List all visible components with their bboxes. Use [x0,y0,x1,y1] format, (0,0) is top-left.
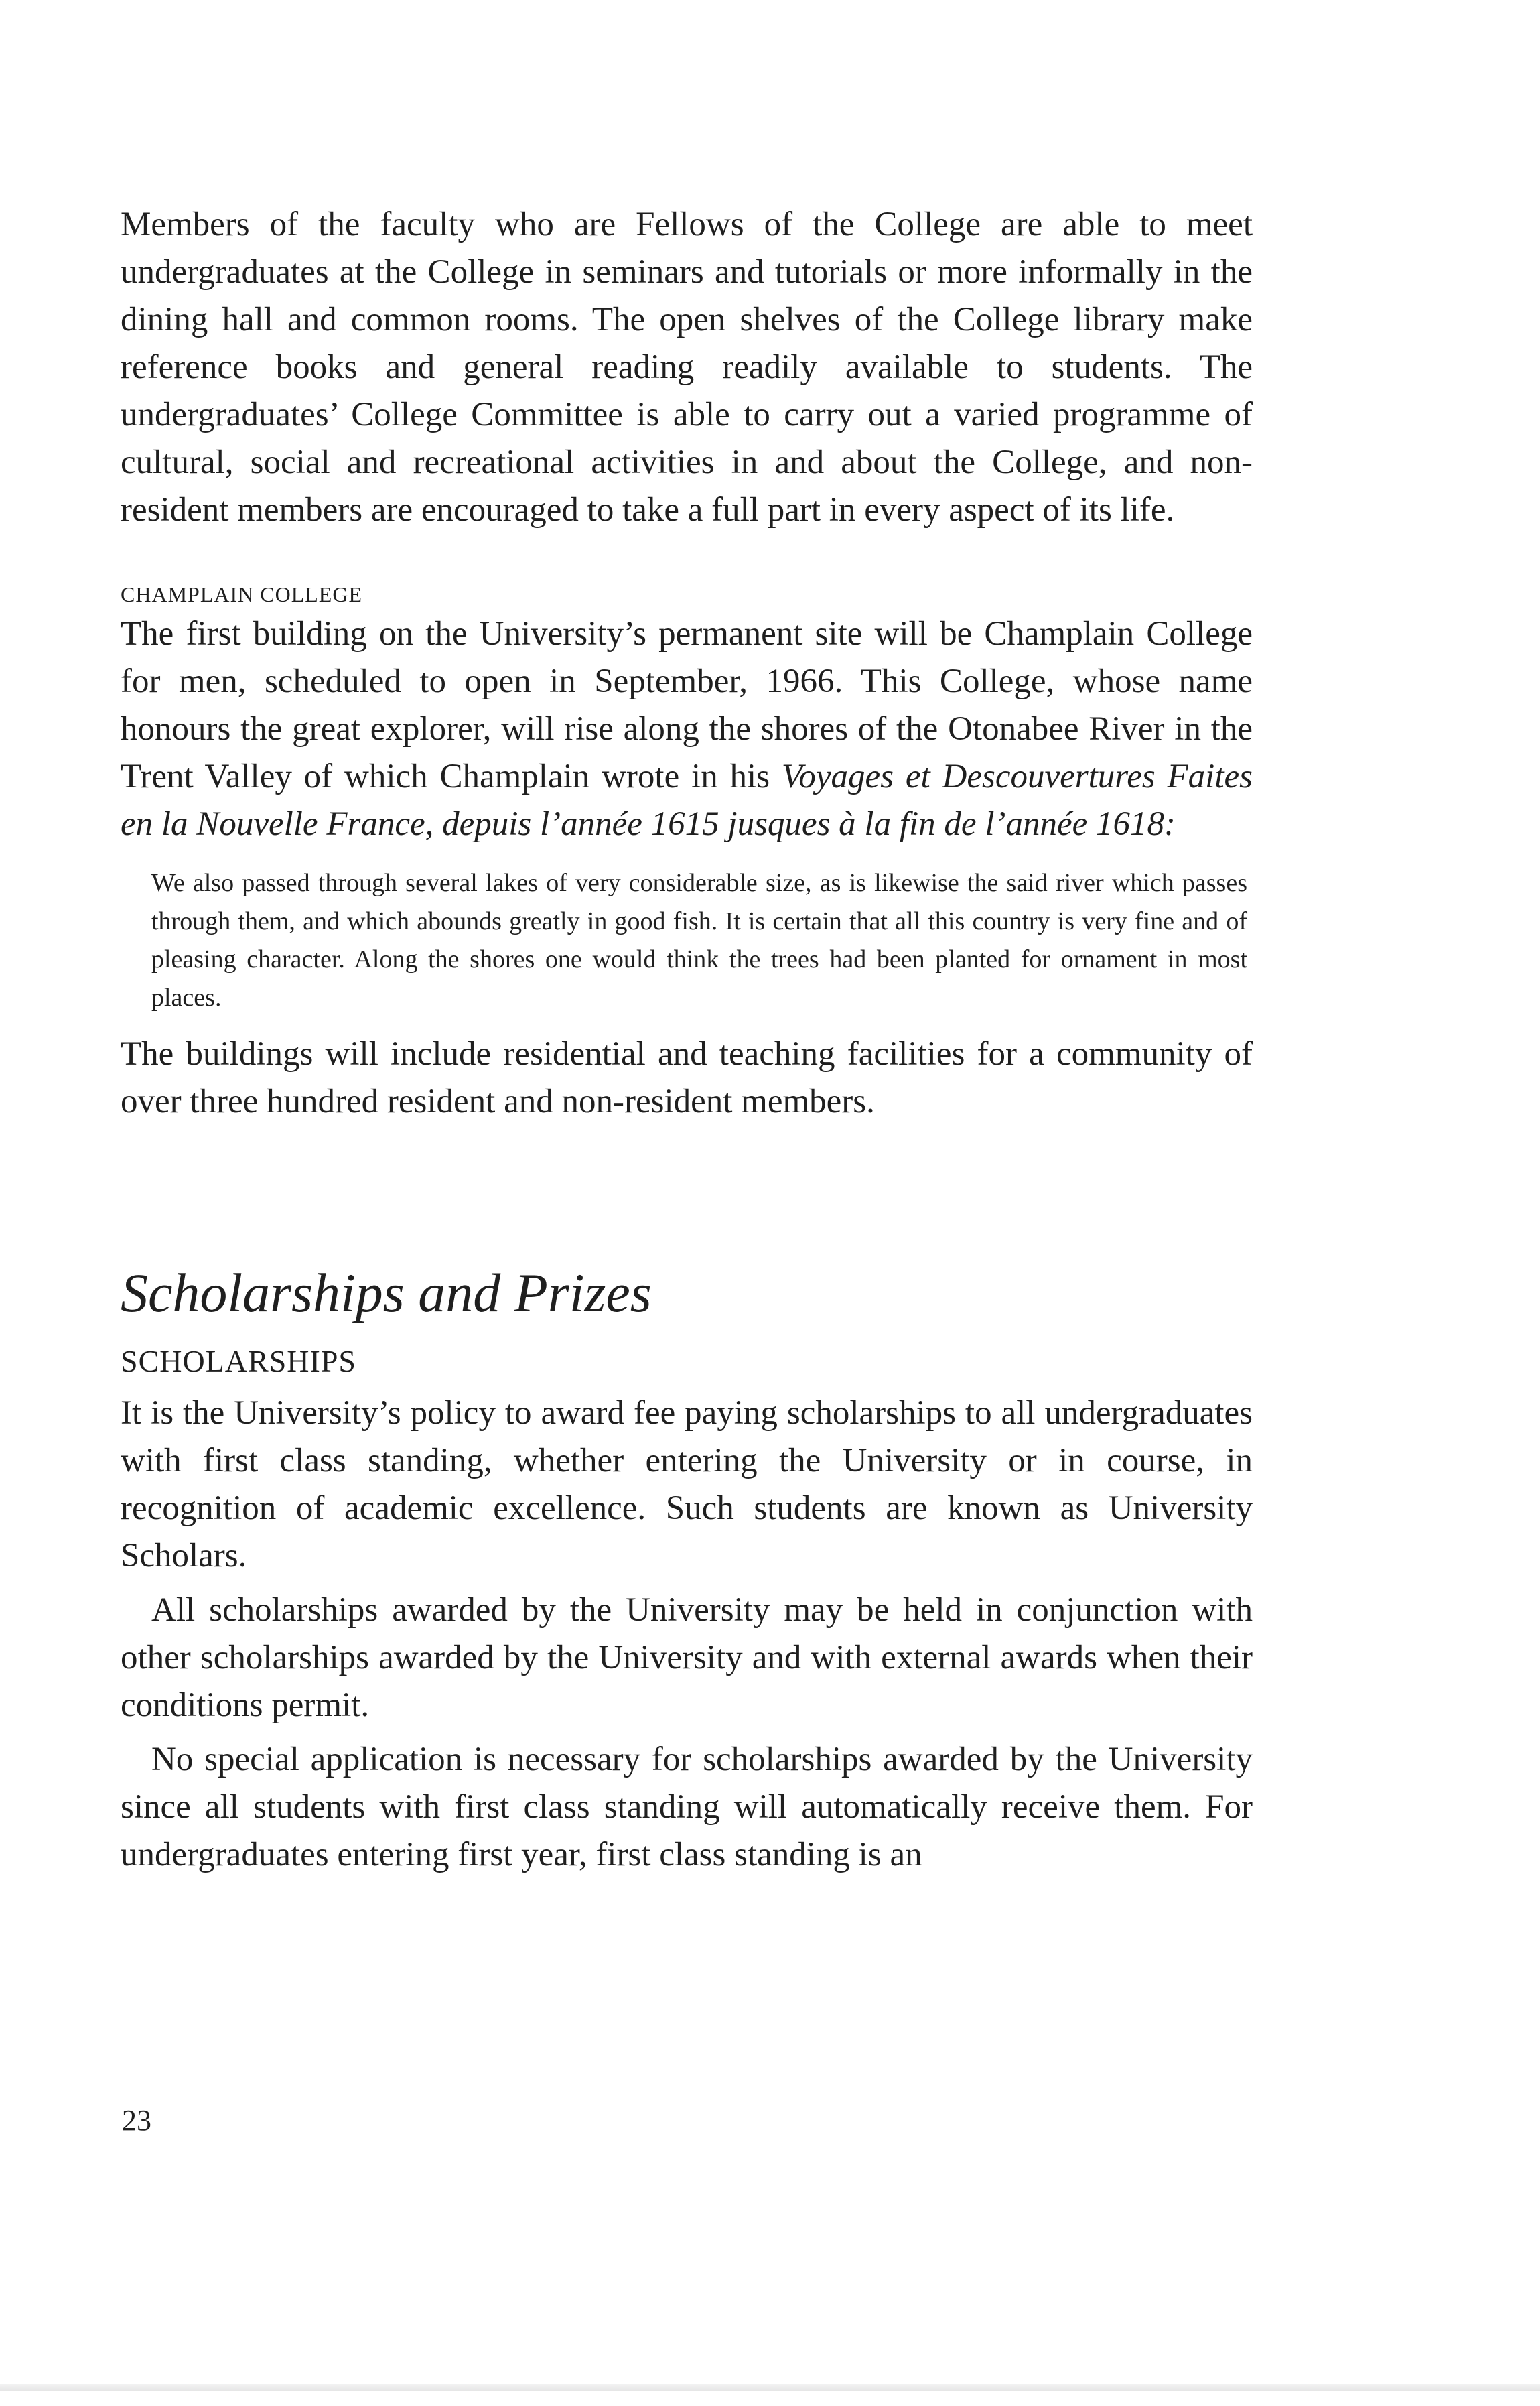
champlain-quote: We also passed through several lakes of very considerable size, as is likewise the said river which passes through them, and which abounds greatly in good fish. It is certain that all this country is very fine and of pleasing character. Along the shores one would think the trees had been planted for ornament in most places. [151,869,1247,1012]
page-content [121,201,1253,1879]
spacer [121,848,1253,864]
spacer [121,1382,1253,1390]
champlain-closing-paragraph: The buildings will include residential and teaching facilities for a community of over three hundred resident and non-resident members. [121,1035,1253,1120]
section-title: Scholarships and Prizes [121,1262,652,1323]
champlain-college-heading: CHAMPLAIN COLLEGE [121,582,362,606]
scholarships-subheading: SCHOLARSHIPS [121,1344,356,1378]
spacer [121,1327,1253,1341]
champlain-paragraph-text: The first building on the University’s permanent site will be Champlain College for men, scheduled to open in September, 1966. This College, whose name honours the great explorer, will rise along the shores of the Otonabee River in the Trent Valley of which Champlain wrote in his [121,615,1253,795]
intro-paragraph: Members of the faculty who are Fellows of the College are able to meet undergraduates at the College in seminars and tutorials or more informally in the dining hall and common rooms. The open shelves of the College library make reference books and general reading readily available to students. The undergraduates’ College Committee is able to carry out a varied programme of cultural, social and recreational activities in and about the College, and non-resident members are encouraged to take a full part in every aspect of its life. [121,206,1253,529]
scholarships-paragraph-3: No special application is necessary for scholarships awarded by the University since all students with first class standing will automatically receive them. For undergraduates entering first year, first class standing is an [121,1741,1253,1873]
scholarships-paragraph-1: It is the University’s policy to award fee paying scholarships to all undergraduates with first class standing, whether entering the University or in course, in recognition of academic excellence. Such students are known as University Scholars. [121,1394,1253,1575]
spacer [121,1126,1253,1260]
scholarships-paragraph-2: All scholarships awarded by the University may be held in conjunction with other scholarships awarded by the University and with external awards when their conditions permit. [121,1591,1253,1724]
spacer [121,1017,1253,1030]
book-title: Voyages et Descouvertures Faites en la Nouvelle France, depuis l’année 1615 jusques à la fin de l’année 1618: [121,758,1253,843]
page-number: 23 [122,2104,151,2137]
spacer [121,534,1253,581]
champlain-paragraph [121,610,1253,848]
scan-edge [0,2384,1540,2391]
